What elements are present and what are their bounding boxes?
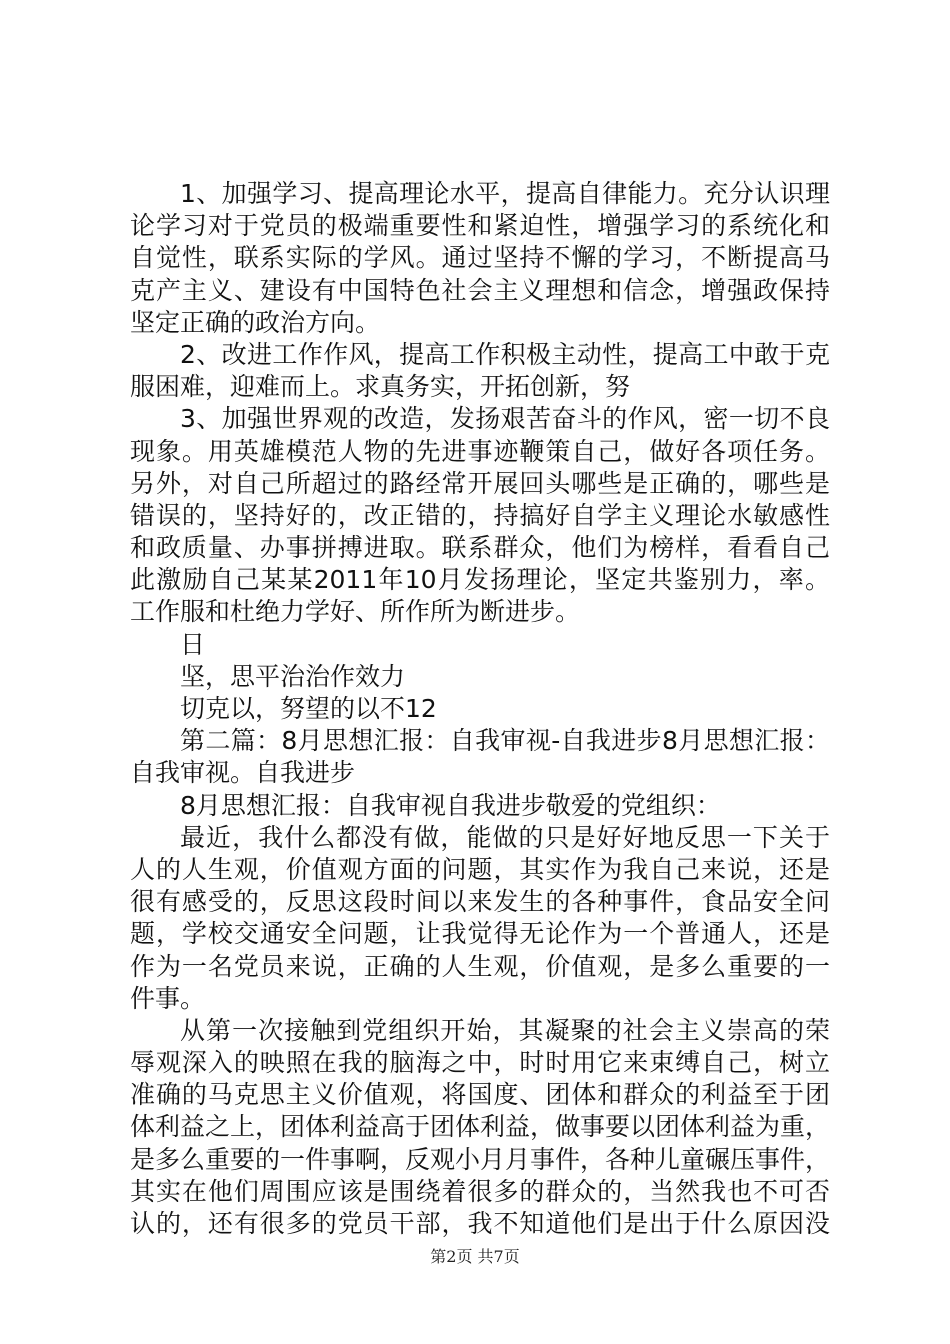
text-line: 日 — [180, 629, 206, 659]
text-line: 工作服和杜绝力学好、所作所为断进步。 — [130, 597, 581, 627]
text-line: 3、加强世界观的改造，发扬艰苦奋斗的作风，密一切不良 — [180, 404, 830, 434]
text-line: 最近，我什么都没有做，能做的只是好好地反思一下关于 — [180, 822, 830, 852]
text-line: 准确的马克思主义价值观，将国度、团体和群众的利益至于团 — [130, 1080, 830, 1110]
text-line: 作为一名党员来说，正确的人生观，价值观，是多么重要的一 — [130, 951, 830, 981]
page-footer: 第2页 共7页 — [430, 1247, 520, 1266]
text-line: 坚，思平治治作效力 — [180, 661, 406, 691]
text-line: 人的人生观，价值观方面的问题，其实作为我自己来说，还是 — [130, 854, 830, 884]
text-line: 体利益之上，团体利益高于团体利益，做事要以团体利益为重， — [130, 1112, 830, 1142]
text-line: 自觉性，联系实际的学风。通过坚持不懈的学习，不断提高马 — [130, 243, 830, 273]
text-line: 8月思想汇报：自我审视自我进步敬爱的党组织： — [180, 790, 721, 820]
text-line: 错误的，坚持好的，改正错的，持搞好自学主义理论水敏感性 — [130, 500, 830, 530]
text-line: 第二篇：8月思想汇报：自我审视-自我进步8月思想汇报： — [180, 726, 830, 756]
text-line: 从第一次接触到党组织开始，其凝聚的社会主义崇高的荣 — [180, 1015, 830, 1045]
text-line: 是多么重要的一件事啊，反观小月月事件，各种儿童碾压事件， — [130, 1144, 830, 1174]
text-line: 认的，还有很多的党员干部，我不知道他们是出于什么原因没 — [130, 1209, 830, 1238]
document-body — [130, 178, 830, 1240]
text-line: 2、改进工作作风，提高工作积极主动性，提高工中敢于克 — [180, 339, 830, 369]
text-line: 辱观深入的映照在我的脑海之中，时时用它来束缚自己，树立 — [130, 1048, 830, 1078]
text-line: 很有感受的，反思这段时间以来发生的各种事件，食品安全问 — [130, 887, 830, 917]
text-line: 此激励自己某某2011年10月发扬理论，坚定共鉴别力，率。 — [130, 565, 830, 595]
text-line: 坚定正确的政治方向。 — [130, 307, 381, 337]
text-line: 件事。 — [130, 983, 206, 1013]
text-line: 其实在他们周围应该是围绕着很多的群众的，当然我也不可否 — [130, 1176, 830, 1206]
text-line: 现象。用英雄模范人物的先进事迹鞭策自己，做好各项任务。 — [130, 436, 830, 466]
text-line: 另外，对自己所超过的路经常开展回头哪些是正确的，哪些是 — [130, 468, 830, 498]
text-line: 切克以，努望的以不12 — [180, 694, 437, 723]
text-line: 和政质量、办事拼搏进取。联系群众，他们为榜样，看看自己 — [130, 533, 830, 563]
text-line: 克产主义、建设有中国特色社会主义理想和信念，增强政保持 — [130, 275, 830, 305]
text-line: 论学习对于党员的极端重要性和紧迫性，增强学习的系统化和 — [130, 211, 830, 241]
text-line: 1、加强学习、提高理论水平，提高自律能力。充分认识理 — [180, 179, 830, 208]
text-line: 服困难，迎难而上。求真务实，开拓创新，努 — [130, 372, 631, 402]
text-line: 自我审视。自我进步 — [130, 758, 356, 788]
text-line: 题，学校交通安全问题，让我觉得无论作为一个普通人，还是 — [130, 919, 830, 949]
